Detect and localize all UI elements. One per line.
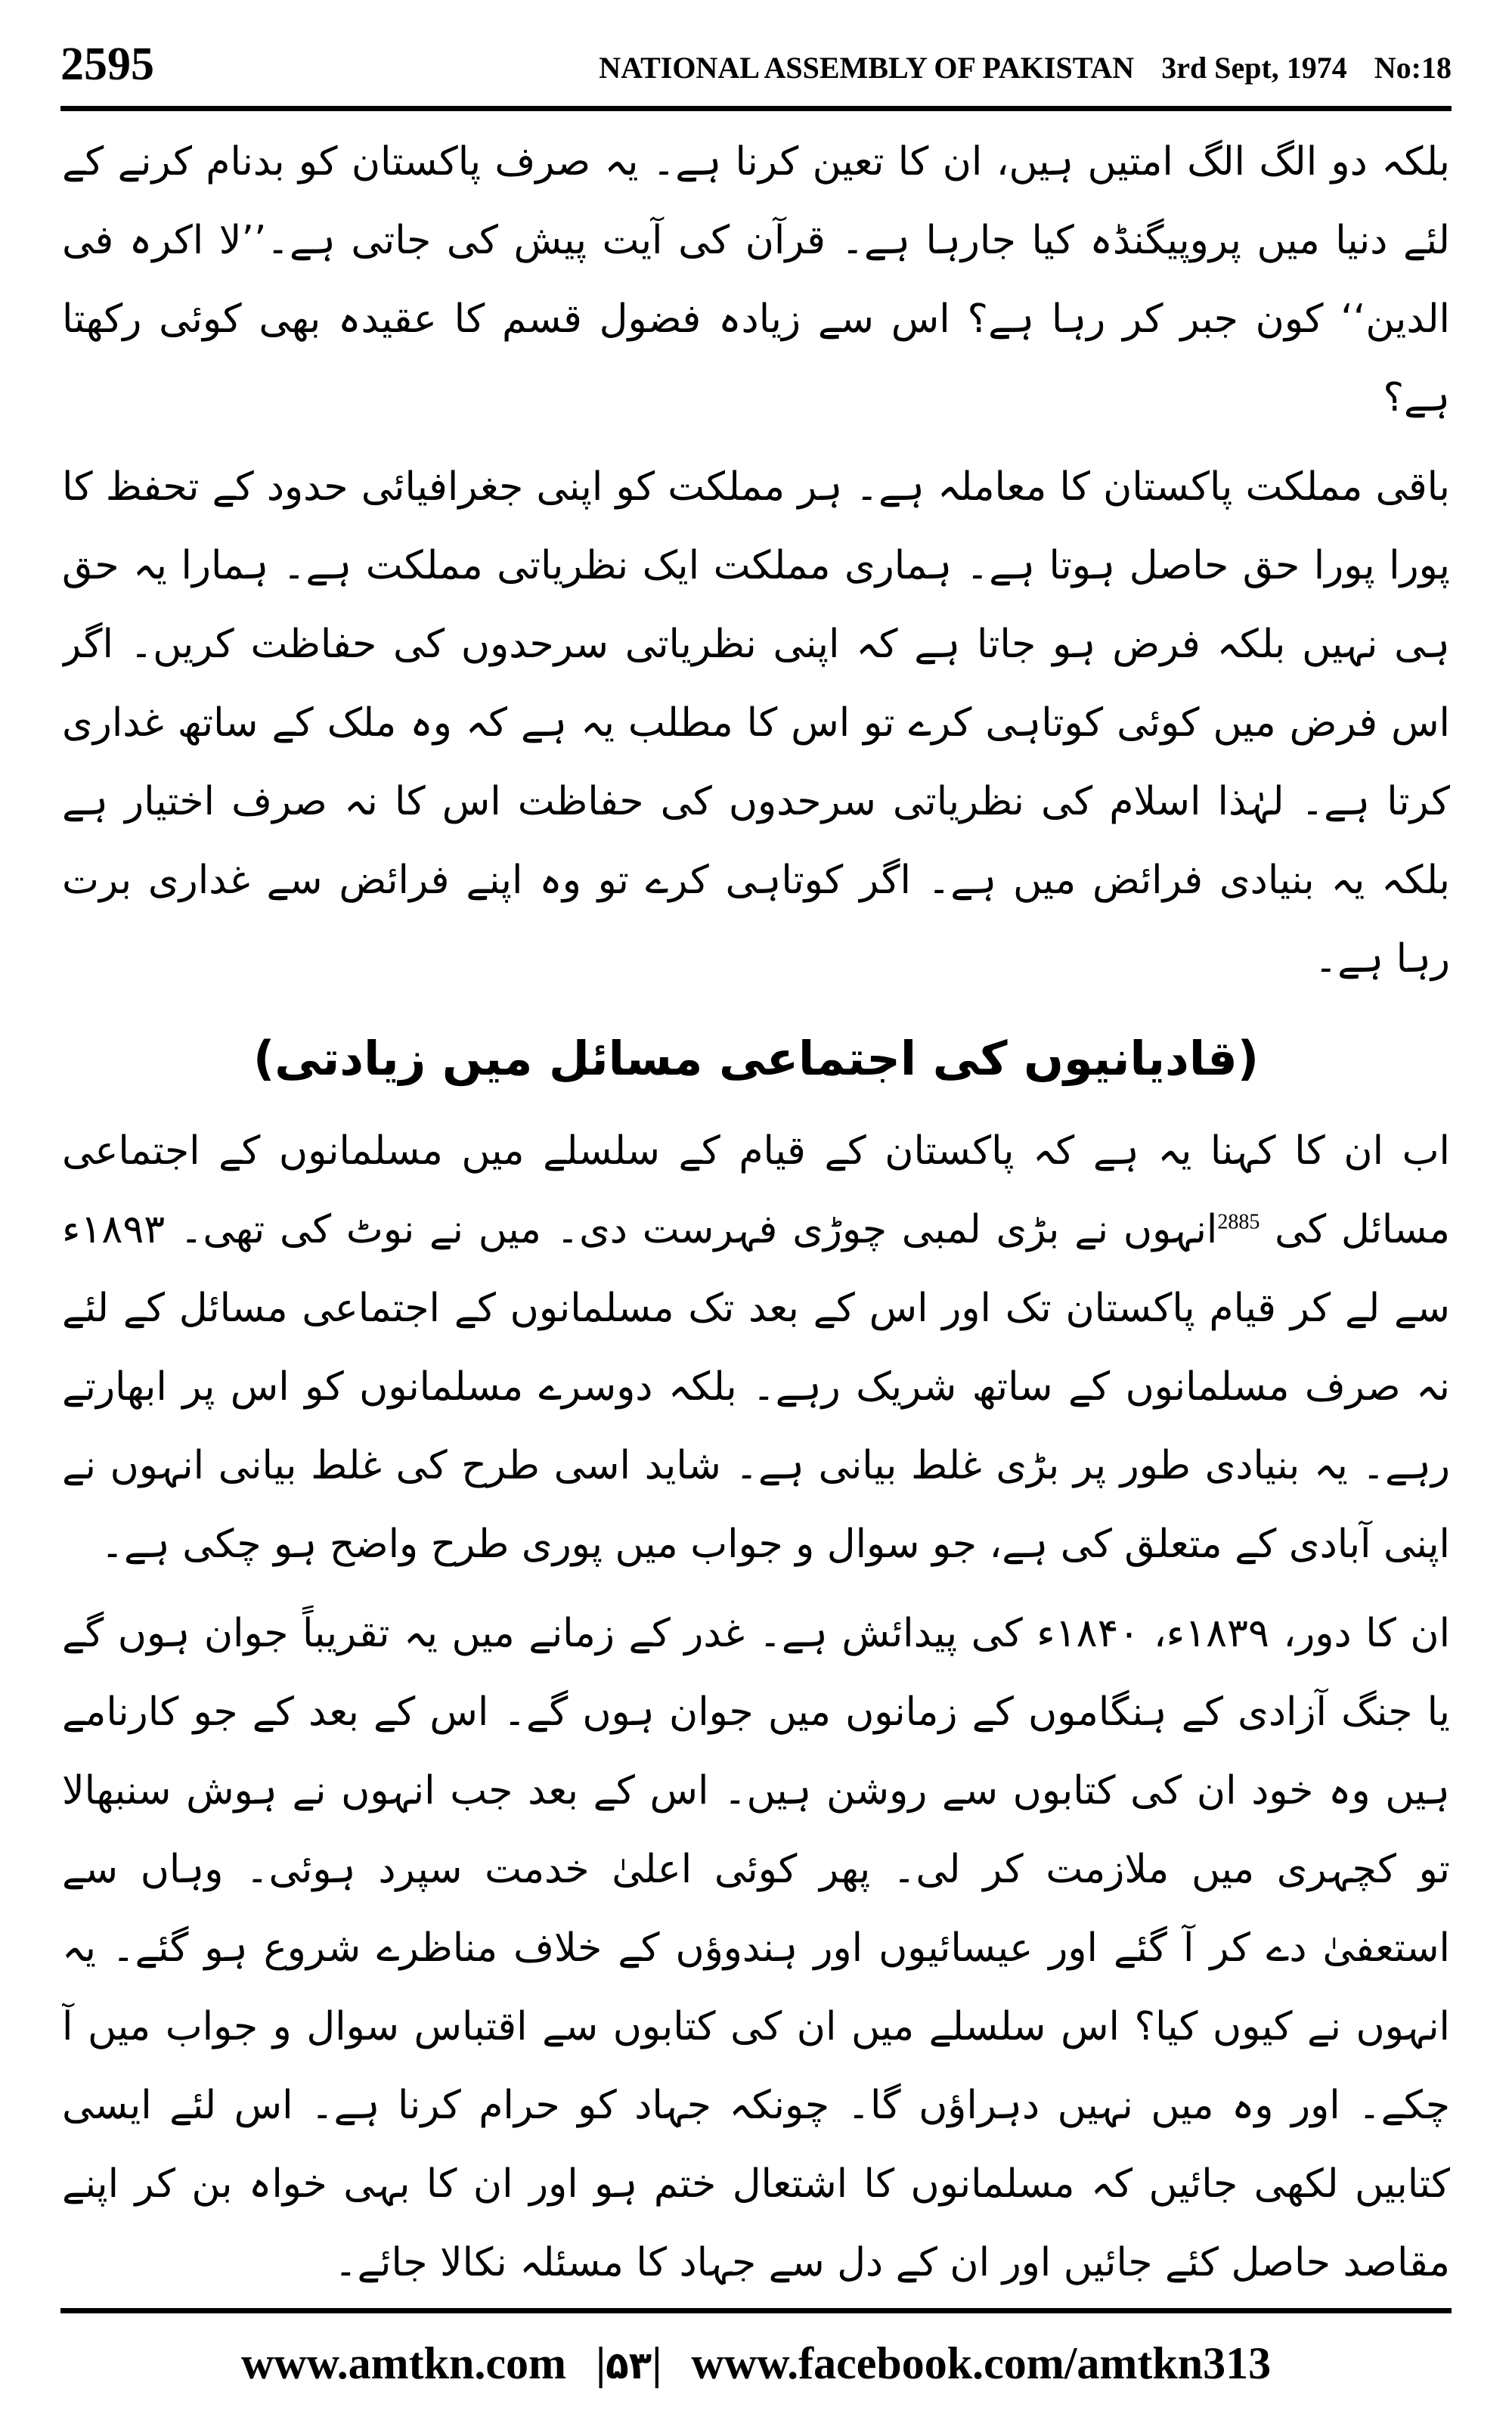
header-meta — [579, 30, 1452, 106]
footer-divider — [60, 2308, 1452, 2313]
page-footer — [60, 2329, 1452, 2397]
paragraph-3-part-b: انہوں نے بڑی لمبی چوڑی فہرست دی۔ میں نے نوٹ کی تھی۔ ۱۸۹۳ء سے لے کر قیام پاکستان تک اور اس کے بعد تک مسلمانوں کے اجتماعی مسائل کے لئے نہ صرف مسلمانوں کے ساتھ شریک رہے۔ بلکہ دوسرے مسلمانوں کو اس پر ابھارتے رہے۔ یہ بنیادی طور پر بڑی غلط بیانی ہے۔ شاید اسی طرح کی غلط بیانی انہوں نے اپنی آبادی کے متعلق کی ہے، جو سوال و جواب میں پوری طرح واضح ہو چکی ہے۔ — [62, 1207, 1450, 1567]
page-header — [60, 30, 1452, 98]
paragraph-1: بلکہ دو الگ الگ امتیں ہیں، ان کا تعین کرنا ہے۔ یہ صرف پاکستان کو بدنام کرنے کے لئے دنیا میں پروپیگنڈہ کیا جارہا ہے۔ قرآن کی آیت پیش کی جاتی ہے۔’’لا اکرہ فی الدین‘‘ کون جبر کر رہا ہے؟ اس سے زیادہ فضول قسم کا عقیدہ بھی کوئی رکھتا ہے؟ — [62, 139, 1450, 420]
facebook-link[interactable]: www.facebook.com/amtkn313 — [691, 2338, 1272, 2388]
paragraph-3-part-a: اب ان کا کہنا یہ ہے کہ پاکستان کے قیام کے سلسلے میں مسلمانوں کے اجتماعی مسائل کی — [62, 1128, 1450, 1252]
footnote-marker: 2885 — [1217, 1210, 1260, 1234]
footer-page-number: ۵۳ — [606, 2344, 652, 2387]
section-heading: (قادیانیوں کی اجتماعی مسائل میں زیادتی) — [253, 1031, 1259, 1086]
issue-number: No:18 — [1374, 51, 1452, 85]
session-date: 3rd Sept, 1974 — [1161, 51, 1347, 85]
header-divider — [60, 106, 1452, 111]
paragraph-2: باقی مملکت پاکستان کا معاملہ ہے۔ ہر مملکت کو اپنی جغرافیائی حدود کے تحفظ کا پورا پورا حق حاصل ہوتا ہے۔ ہماری مملکت ایک نظریاتی مملکت ہے۔ ہمارا یہ حق ہی نہیں بلکہ فرض ہو جاتا ہے کہ اپنی نظریاتی سرحدوں کی حفاظت کریں۔ اگر اس فرض میں کوئی کوتاہی کرے تو اس کا مطلب یہ ہے کہ وہ ملک کے ساتھ غداری کرتا ہے۔ لہٰذا اسلام کی نظریاتی سرحدوں کی حفاظت اس کا نہ صرف اختیار ہے بلکہ یہ بنیادی فرائض میں ہے۔ اگر کوتاہی کرے تو وہ اپنے فرائض سے غداری برت رہا ہے۔ — [62, 464, 1450, 982]
paragraph-4: ان کا دور، ۱۸۳۹ء، ۱۸۴۰ء کی پیدائش ہے۔ غدر کے زمانے میں یہ تقریباً جوان ہوں گے یا جنگ آزادی کے ہنگاموں کے زمانوں میں جوان ہوں گے۔ اس کے بعد کے جو کارنامے ہیں وہ خود ان کی کتابوں سے روشن ہیں۔ اس کے بعد جب انہوں نے ہوش سنبھالا تو کچہری میں ملازمت کر لی۔ پھر کوئی اعلیٰ خدمت سپرد ہوئی۔ وہاں سے استعفیٰ دے کر آ گئے اور عیسائیوں اور ہندوؤں کے خلاف مناظرے شروع ہو گئے۔ یہ انہوں نے کیوں کیا؟ اس سلسلے میں ان کی کتابوں سے اقتباس سوال و جواب میں آ چکے۔ اور وہ میں نہیں دہراؤں گا۔ چونکہ جہاد کو حرام کرنا ہے۔ اس لئے ایسی کتابیں لکھی جائیں کہ مسلمانوں کا اشتعال ختم ہو اور ان کا بہی خواہ بن کر اپنے مقاصد حاصل کئے جائیں اور ان کے دل سے جہاد کا مسئلہ نکالا جائے۔ — [62, 1611, 1450, 2285]
page-body — [62, 123, 1450, 2293]
paragraph-3 — [62, 1112, 1450, 1584]
publication-title: NATIONAL ASSEMBLY OF PAKISTAN — [599, 51, 1135, 85]
website-link[interactable]: www.amtkn.com — [240, 2338, 566, 2388]
page-number: 2595 — [60, 39, 154, 90]
footer-page-marker: |۵۳| — [595, 2338, 662, 2388]
